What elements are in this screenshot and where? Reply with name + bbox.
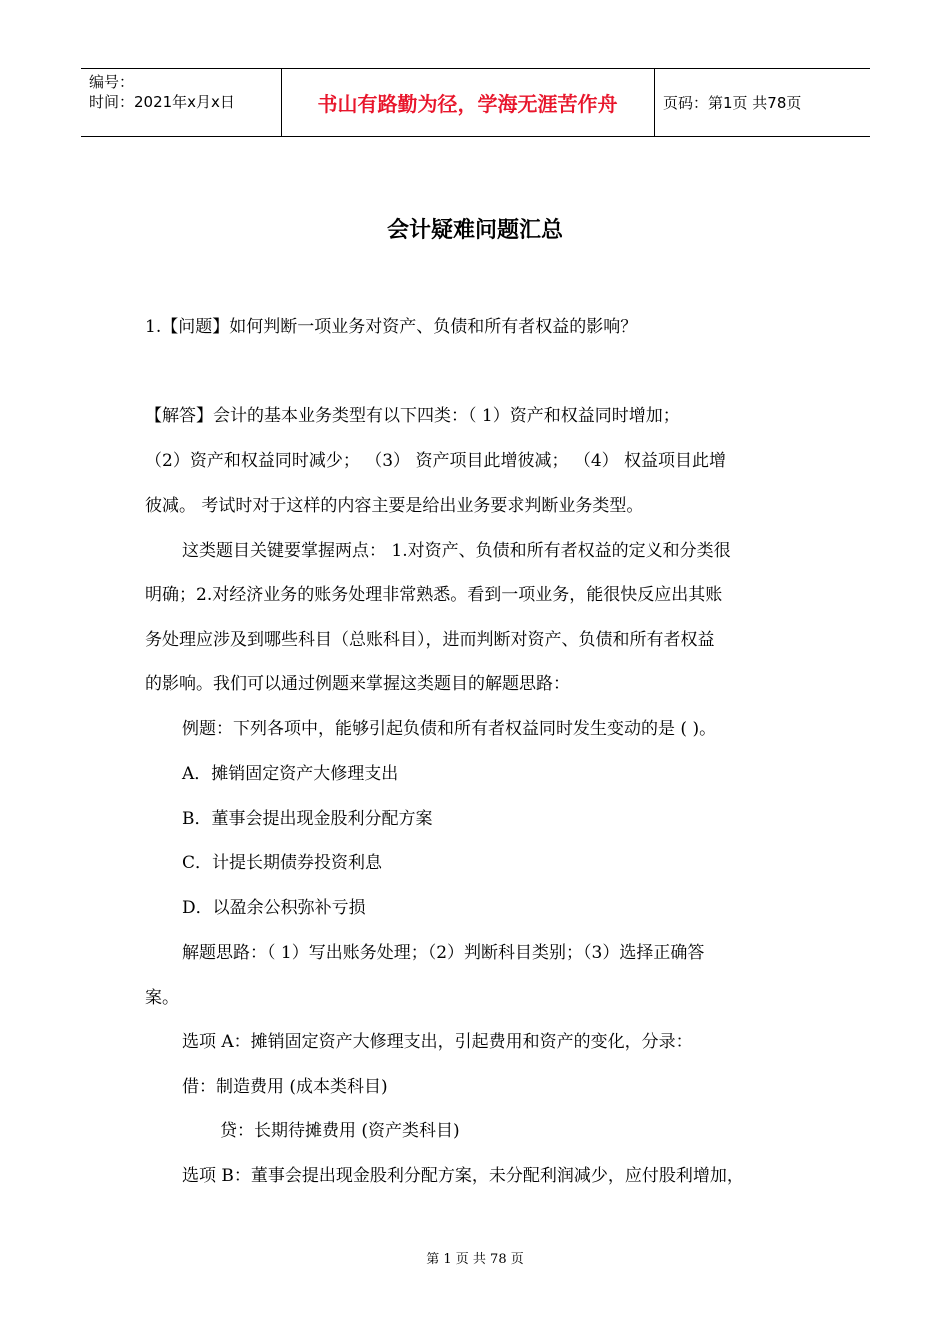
- option-item: C．计提长期债券投资利息: [182, 853, 383, 873]
- journal-credit: 贷：长期待摊费用 (资产类科目): [220, 1121, 460, 1141]
- header-meta: [89, 72, 235, 112]
- answer-line: 【解答】会计的基本业务类型有以下四类：（ 1）资产和权益同时增加；: [145, 406, 680, 426]
- paragraph-line: 务处理应涉及到哪些科目（总账科目），进而判断对资产、负债和所有者权益: [145, 630, 715, 650]
- option-item: B．董事会提出现金股利分配方案: [182, 809, 433, 829]
- serial-label: 编号：: [89, 73, 135, 91]
- paragraph-line: 明确；2.对经济业务的账务处理非常熟悉。看到一项业务，能很快反应出其账: [145, 585, 723, 605]
- page-header: [81, 68, 870, 137]
- approach-line: 解题思路：（ 1）写出账务处理；（2）判断科目类别；（3）选择正确答: [182, 943, 705, 963]
- option-b-analysis: 选项 B：董事会提出现金股利分配方案，未分配利润减少，应付股利增加，: [182, 1166, 744, 1186]
- document-title: 会计疑难问题汇总: [386, 218, 563, 243]
- paragraph-line: 的影响。我们可以通过例题来掌握这类题目的解题思路：: [145, 674, 570, 694]
- paragraph-line: 这类题目关键要掌握两点： 1.对资产、负债和所有者权益的定义和分类很: [182, 541, 731, 561]
- example-question: 例题：下列各项中，能够引起负债和所有者权益同时发生变动的是 ( )。: [182, 719, 717, 739]
- answer-line: 彼减。 考试时对于这样的内容主要是给出业务要求判断业务类型。: [145, 496, 644, 516]
- approach-line: 案。: [145, 988, 179, 1008]
- option-a-analysis: 选项 A：摊销固定资产大修理支出，引起费用和资产的变化，分录：: [182, 1032, 693, 1052]
- page-footer: 第 1 页 共 78 页: [426, 1252, 524, 1267]
- answer-line: （2）资产和权益同时减少； （3） 资产项目此增彼减； （4） 权益项目此增: [145, 451, 727, 471]
- header-page-info: 页码：第1页 共78页: [663, 94, 802, 112]
- header-motto: 书山有路勤为径，学海无涯苦作舟: [317, 92, 618, 116]
- option-item: A．摊销固定资产大修理支出: [182, 764, 399, 784]
- question-text: 1.【问题】如何判断一项业务对资产、负债和所有者权益的影响？: [145, 317, 638, 337]
- option-item: D．以盈余公积弥补亏损: [182, 898, 366, 918]
- time-label: 时间：2021年x月x日: [89, 93, 235, 111]
- journal-debit: 借：制造费用 (成本类科目): [182, 1077, 388, 1097]
- header-divider: [654, 69, 655, 136]
